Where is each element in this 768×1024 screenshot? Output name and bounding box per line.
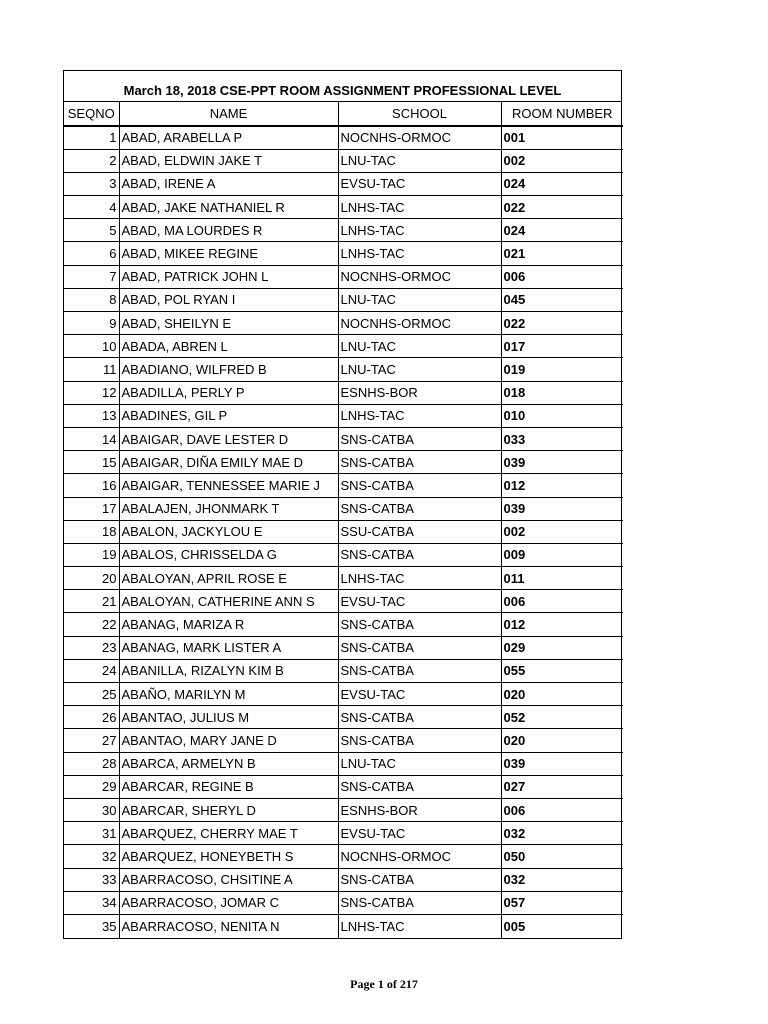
table-row bbox=[64, 636, 623, 659]
cell-seqno: 4 bbox=[64, 196, 119, 219]
cell-school: SNS-CATBA bbox=[338, 775, 501, 798]
cell-room-number: 012 bbox=[501, 613, 623, 636]
column-header-seqno: SEQNO bbox=[64, 102, 119, 126]
cell-school: LNU-TAC bbox=[338, 752, 501, 775]
column-header-school: SCHOOL bbox=[338, 102, 501, 126]
table-row bbox=[64, 219, 623, 242]
cell-name: ABAIGAR, DAVE LESTER D bbox=[119, 427, 338, 450]
cell-school: SNS-CATBA bbox=[338, 474, 501, 497]
cell-seqno: 17 bbox=[64, 497, 119, 520]
cell-name: ABARRACOSO, JOMAR C bbox=[119, 891, 338, 914]
cell-name: ABARQUEZ, CHERRY MAE T bbox=[119, 822, 338, 845]
cell-seqno: 9 bbox=[64, 312, 119, 335]
cell-room-number: 018 bbox=[501, 381, 623, 404]
cell-school: LNHS-TAC bbox=[338, 914, 501, 937]
cell-seqno: 29 bbox=[64, 775, 119, 798]
cell-name: ABADIANO, WILFRED B bbox=[119, 358, 338, 381]
cell-room-number: 055 bbox=[501, 659, 623, 682]
cell-name: ABANTAO, MARY JANE D bbox=[119, 729, 338, 752]
column-header-name: NAME bbox=[119, 102, 338, 126]
cell-seqno: 15 bbox=[64, 451, 119, 474]
cell-name: ABALON, JACKYLOU E bbox=[119, 520, 338, 543]
cell-seqno: 6 bbox=[64, 242, 119, 265]
cell-seqno: 25 bbox=[64, 683, 119, 706]
cell-room-number: 002 bbox=[501, 520, 623, 543]
table-row bbox=[64, 520, 623, 543]
cell-seqno: 8 bbox=[64, 288, 119, 311]
table-row bbox=[64, 752, 623, 775]
cell-name: ABALOS, CHRISSELDA G bbox=[119, 543, 338, 566]
cell-room-number: 019 bbox=[501, 358, 623, 381]
cell-name: ABAD, ELDWIN JAKE T bbox=[119, 149, 338, 172]
cell-seqno: 33 bbox=[64, 868, 119, 891]
cell-seqno: 7 bbox=[64, 265, 119, 288]
cell-room-number: 012 bbox=[501, 474, 623, 497]
cell-room-number: 011 bbox=[501, 567, 623, 590]
cell-name: ABARCAR, REGINE B bbox=[119, 775, 338, 798]
table-row bbox=[64, 404, 623, 427]
cell-room-number: 029 bbox=[501, 636, 623, 659]
table-row bbox=[64, 868, 623, 891]
column-header-room-number: ROOM NUMBER bbox=[501, 102, 623, 126]
cell-school: SNS-CATBA bbox=[338, 427, 501, 450]
cell-school: LNHS-TAC bbox=[338, 567, 501, 590]
table-row bbox=[64, 335, 623, 358]
cell-seqno: 11 bbox=[64, 358, 119, 381]
cell-seqno: 23 bbox=[64, 636, 119, 659]
room-assignment-table bbox=[64, 102, 623, 938]
cell-school: NOCNHS-ORMOC bbox=[338, 312, 501, 335]
table-row bbox=[64, 497, 623, 520]
cell-name: ABAD, POL RYAN I bbox=[119, 288, 338, 311]
table-row bbox=[64, 683, 623, 706]
table-row bbox=[64, 590, 623, 613]
table-row bbox=[64, 891, 623, 914]
cell-seqno: 12 bbox=[64, 381, 119, 404]
cell-name: ABAÑO, MARILYN M bbox=[119, 683, 338, 706]
table-row bbox=[64, 706, 623, 729]
cell-name: ABAD, MA LOURDES R bbox=[119, 219, 338, 242]
cell-school: LNHS-TAC bbox=[338, 219, 501, 242]
cell-seqno: 19 bbox=[64, 543, 119, 566]
cell-room-number: 027 bbox=[501, 775, 623, 798]
table-row bbox=[64, 822, 623, 845]
table-row bbox=[64, 914, 623, 937]
cell-school: SNS-CATBA bbox=[338, 451, 501, 474]
cell-room-number: 002 bbox=[501, 149, 623, 172]
cell-room-number: 006 bbox=[501, 798, 623, 821]
cell-room-number: 005 bbox=[501, 914, 623, 937]
cell-room-number: 001 bbox=[501, 126, 623, 149]
table-row bbox=[64, 265, 623, 288]
cell-name: ABARQUEZ, HONEYBETH S bbox=[119, 845, 338, 868]
cell-seqno: 18 bbox=[64, 520, 119, 543]
cell-room-number: 050 bbox=[501, 845, 623, 868]
cell-name: ABAIGAR, TENNESSEE MARIE J bbox=[119, 474, 338, 497]
cell-room-number: 010 bbox=[501, 404, 623, 427]
cell-room-number: 022 bbox=[501, 312, 623, 335]
cell-name: ABAD, SHEILYN E bbox=[119, 312, 338, 335]
cell-room-number: 039 bbox=[501, 451, 623, 474]
cell-name: ABAD, MIKEE REGINE bbox=[119, 242, 338, 265]
table-row bbox=[64, 427, 623, 450]
cell-room-number: 024 bbox=[501, 219, 623, 242]
cell-seqno: 21 bbox=[64, 590, 119, 613]
cell-room-number: 045 bbox=[501, 288, 623, 311]
table-row bbox=[64, 775, 623, 798]
cell-school: SNS-CATBA bbox=[338, 729, 501, 752]
table-header-row bbox=[64, 102, 623, 126]
table-row bbox=[64, 451, 623, 474]
table-row bbox=[64, 126, 623, 149]
cell-name: ABALAJEN, JHONMARK T bbox=[119, 497, 338, 520]
cell-name: ABADILLA, PERLY P bbox=[119, 381, 338, 404]
cell-name: ABAIGAR, DIÑA EMILY MAE D bbox=[119, 451, 338, 474]
cell-school: NOCNHS-ORMOC bbox=[338, 265, 501, 288]
cell-school: SNS-CATBA bbox=[338, 497, 501, 520]
cell-name: ABAD, IRENE A bbox=[119, 172, 338, 195]
table-row bbox=[64, 172, 623, 195]
table-row bbox=[64, 381, 623, 404]
table-row bbox=[64, 196, 623, 219]
cell-seqno: 22 bbox=[64, 613, 119, 636]
cell-school: SNS-CATBA bbox=[338, 636, 501, 659]
cell-seqno: 35 bbox=[64, 914, 119, 937]
cell-name: ABALOYAN, APRIL ROSE E bbox=[119, 567, 338, 590]
cell-school: NOCNHS-ORMOC bbox=[338, 126, 501, 149]
cell-seqno: 16 bbox=[64, 474, 119, 497]
cell-school: ESNHS-BOR bbox=[338, 381, 501, 404]
cell-room-number: 009 bbox=[501, 543, 623, 566]
cell-school: SSU-CATBA bbox=[338, 520, 501, 543]
cell-school: EVSU-TAC bbox=[338, 172, 501, 195]
table-row bbox=[64, 242, 623, 265]
table-row bbox=[64, 312, 623, 335]
cell-room-number: 032 bbox=[501, 868, 623, 891]
cell-school: SNS-CATBA bbox=[338, 659, 501, 682]
cell-school: LNU-TAC bbox=[338, 288, 501, 311]
cell-room-number: 033 bbox=[501, 427, 623, 450]
cell-name: ABARRACOSO, NENITA N bbox=[119, 914, 338, 937]
cell-room-number: 052 bbox=[501, 706, 623, 729]
cell-name: ABARCA, ARMELYN B bbox=[119, 752, 338, 775]
cell-room-number: 006 bbox=[501, 590, 623, 613]
cell-name: ABAD, PATRICK JOHN L bbox=[119, 265, 338, 288]
cell-name: ABARCAR, SHERYL D bbox=[119, 798, 338, 821]
table-row bbox=[64, 288, 623, 311]
cell-school: SNS-CATBA bbox=[338, 613, 501, 636]
cell-school: LNU-TAC bbox=[338, 335, 501, 358]
table-row bbox=[64, 358, 623, 381]
cell-seqno: 10 bbox=[64, 335, 119, 358]
cell-name: ABAD, JAKE NATHANIEL R bbox=[119, 196, 338, 219]
cell-name: ABANAG, MARK LISTER A bbox=[119, 636, 338, 659]
cell-seqno: 2 bbox=[64, 149, 119, 172]
cell-seqno: 27 bbox=[64, 729, 119, 752]
cell-name: ABANILLA, RIZALYN KIM B bbox=[119, 659, 338, 682]
cell-school: LNHS-TAC bbox=[338, 196, 501, 219]
cell-school: LNHS-TAC bbox=[338, 242, 501, 265]
table-row bbox=[64, 659, 623, 682]
cell-room-number: 020 bbox=[501, 683, 623, 706]
cell-name: ABANTAO, JULIUS M bbox=[119, 706, 338, 729]
cell-school: LNU-TAC bbox=[338, 358, 501, 381]
table-row bbox=[64, 613, 623, 636]
cell-room-number: 021 bbox=[501, 242, 623, 265]
cell-school: SNS-CATBA bbox=[338, 706, 501, 729]
cell-seqno: 14 bbox=[64, 427, 119, 450]
cell-name: ABADINES, GIL P bbox=[119, 404, 338, 427]
cell-school: EVSU-TAC bbox=[338, 683, 501, 706]
cell-school: ESNHS-BOR bbox=[338, 798, 501, 821]
table-row bbox=[64, 845, 623, 868]
cell-seqno: 1 bbox=[109, 130, 117, 146]
table-row bbox=[64, 567, 623, 590]
cell-school: SNS-CATBA bbox=[338, 891, 501, 914]
cell-school: LNHS-TAC bbox=[338, 404, 501, 427]
page-number: Page 1 of 217 bbox=[350, 977, 418, 991]
cell-seqno: 34 bbox=[64, 891, 119, 914]
table-row bbox=[64, 798, 623, 821]
cell-name: ABADA, ABREN L bbox=[119, 335, 338, 358]
cell-school: SNS-CATBA bbox=[338, 543, 501, 566]
table-row bbox=[64, 474, 623, 497]
cell-name: ABALOYAN, CATHERINE ANN S bbox=[119, 590, 338, 613]
cell-room-number: 057 bbox=[501, 891, 623, 914]
cell-name: ABANAG, MARIZA R bbox=[119, 613, 338, 636]
cell-seqno: 28 bbox=[64, 752, 119, 775]
cell-seqno: 31 bbox=[64, 822, 119, 845]
room-assignment-sheet bbox=[63, 70, 622, 939]
table-row bbox=[64, 543, 623, 566]
cell-school: EVSU-TAC bbox=[338, 590, 501, 613]
cell-school: LNU-TAC bbox=[338, 149, 501, 172]
cell-room-number: 039 bbox=[501, 497, 623, 520]
cell-name: ABAD, ARABELLA P bbox=[119, 126, 338, 149]
cell-seqno: 32 bbox=[64, 845, 119, 868]
cell-seqno: 3 bbox=[64, 172, 119, 195]
cell-room-number: 024 bbox=[501, 172, 623, 195]
table-row bbox=[64, 149, 623, 172]
cell-seqno: 24 bbox=[64, 659, 119, 682]
cell-seqno: 13 bbox=[64, 404, 119, 427]
cell-seqno: 5 bbox=[64, 219, 119, 242]
cell-seqno: 26 bbox=[64, 706, 119, 729]
cell-room-number: 022 bbox=[501, 196, 623, 219]
table-row bbox=[64, 729, 623, 752]
document-title: March 18, 2018 CSE-PPT ROOM ASSIGNMENT PROFESSIONAL LEVEL bbox=[64, 71, 621, 102]
cell-school: EVSU-TAC bbox=[338, 822, 501, 845]
cell-room-number: 039 bbox=[501, 752, 623, 775]
cell-seqno: 30 bbox=[64, 798, 119, 821]
cell-room-number: 032 bbox=[501, 822, 623, 845]
cell-school: NOCNHS-ORMOC bbox=[338, 845, 501, 868]
cell-room-number: 017 bbox=[501, 335, 623, 358]
cell-room-number: 020 bbox=[501, 729, 623, 752]
cell-room-number: 006 bbox=[501, 265, 623, 288]
cell-seqno: 20 bbox=[64, 567, 119, 590]
cell-name: ABARRACOSO, CHSITINE A bbox=[119, 868, 338, 891]
cell-school: SNS-CATBA bbox=[338, 868, 501, 891]
